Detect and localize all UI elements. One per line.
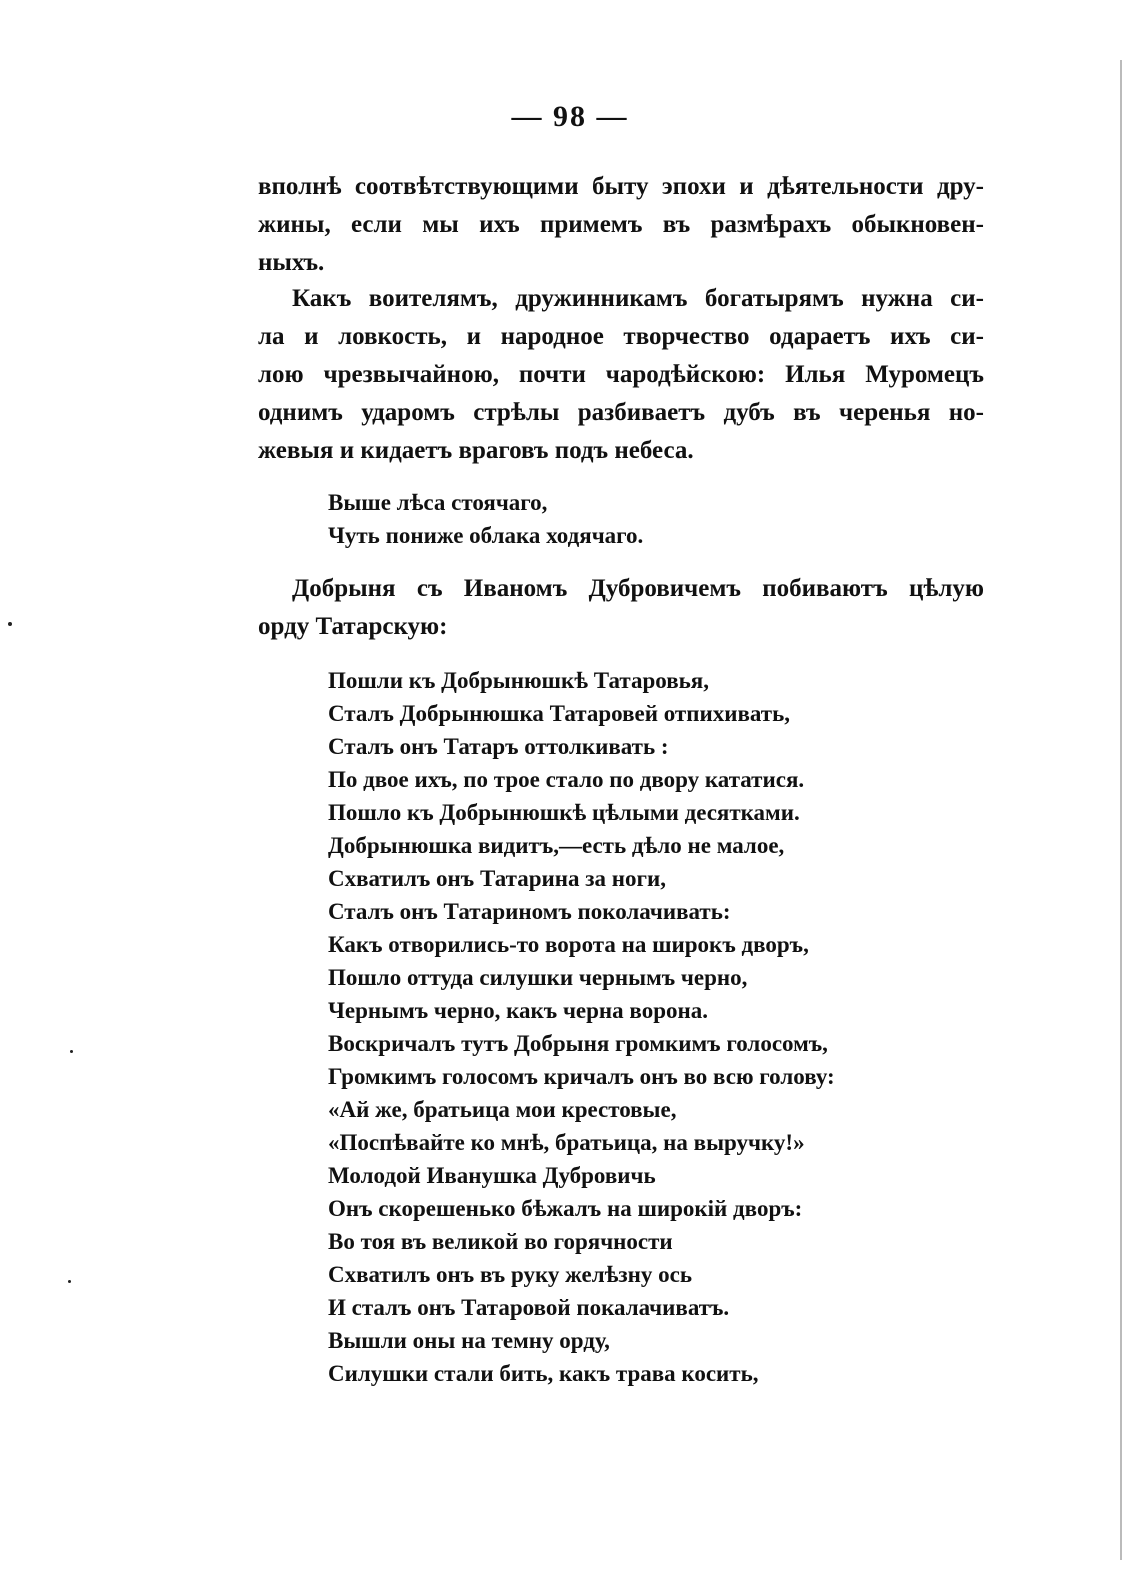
verse-line: Чернымъ черно, какъ черна ворона. — [328, 998, 708, 1023]
verse-line: Какъ отворились-то ворота на широкъ дворъ, — [328, 932, 809, 957]
paragraph-3 — [258, 570, 984, 646]
scan-speck — [8, 622, 12, 626]
verse-line: И сталъ онъ Татаровой покалачиватъ. — [328, 1295, 730, 1320]
verse-line: Сталъ Добрынюшка Татаровей отпихивать, — [328, 701, 791, 726]
verse-line: По двое ихъ, по трое стало по двору кататися. — [328, 767, 805, 792]
paragraph-line: ла и ловкость, и народное творчество одараетъ ихъ си- — [258, 323, 984, 350]
verse-quote-2 — [328, 664, 835, 1390]
paragraph-1 — [258, 168, 984, 282]
verse-line: Пошли къ Добрынюшкѣ Татаровья, — [328, 668, 709, 693]
paragraph-2 — [258, 280, 984, 470]
paragraph-line: жевыя и кидаетъ враговъ подъ небеса. — [258, 437, 694, 464]
verse-line: Силушки стали бить, какъ трава косить, — [328, 1361, 759, 1386]
verse-line: Пошло къ Добрынюшкѣ цѣлыми десятками. — [328, 800, 800, 825]
scan-speck — [70, 1050, 73, 1053]
paragraph-line: лою чрезвычайною, почти чародѣйскою: Илья Муромецъ — [258, 361, 984, 388]
verse-line: Выше лѣса стоячаго, — [328, 490, 548, 515]
paragraph-line: однимъ ударомъ стрѣлы разбиваетъ дубъ въ черенья но- — [258, 399, 984, 426]
paragraph-line: ныхъ. — [258, 249, 325, 276]
verse-line: Во тоя въ великой во горячности — [328, 1229, 673, 1254]
scan-speck — [68, 1280, 71, 1283]
verse-line: Воскричалъ тутъ Добрыня громкимъ голосомъ, — [328, 1031, 828, 1056]
verse-line: Онъ скорешенько бѣжалъ на широкій дворъ: — [328, 1196, 803, 1221]
verse-line: Пошло оттуда силушки чернымъ черно, — [328, 965, 748, 990]
verse-line: Добрынюшка видитъ,—есть дѣло не малое, — [328, 833, 785, 858]
paragraph-line: орду Татарскую: — [258, 613, 448, 640]
verse-line: Сталъ онъ Татаръ оттолкивать : — [328, 734, 669, 759]
paragraph-line: вполнѣ соотвѣтствующими быту эпохи и дѣятельности дру- — [258, 173, 984, 200]
verse-line: Молодой Иванушка Дубровичь — [328, 1163, 656, 1188]
paragraph-line: Добрыня съ Иваномъ Дубровичемъ побиваютъ цѣлую — [292, 575, 984, 602]
verse-line: Схватилъ онъ въ руку желѣзну ось — [328, 1262, 693, 1287]
verse-line: «Ай же, братьица мои крестовые, — [328, 1097, 677, 1122]
paragraph-line: Какъ воителямъ, дружинникамъ богатырямъ нужна си- — [292, 285, 984, 312]
verse-line: Вышли оны на темну орду, — [328, 1328, 610, 1353]
verse-line: Чуть пониже облака ходячаго. — [328, 523, 644, 548]
page-number: — 98 — — [511, 100, 629, 133]
verse-quote-1 — [328, 486, 643, 552]
scan-edge-line — [1120, 60, 1122, 1560]
verse-line: Сталъ онъ Татариномъ поколачивать: — [328, 899, 731, 924]
verse-line: «Поспѣвайте ко мнѣ, братьица, на выручку!» — [328, 1130, 805, 1155]
verse-line: Громкимъ голосомъ кричалъ онъ во всю голову: — [328, 1064, 835, 1089]
verse-line: Схватилъ онъ Татарина за ноги, — [328, 866, 666, 891]
paragraph-line: жины, если мы ихъ примемъ въ размѣрахъ обыкновен- — [258, 211, 984, 238]
